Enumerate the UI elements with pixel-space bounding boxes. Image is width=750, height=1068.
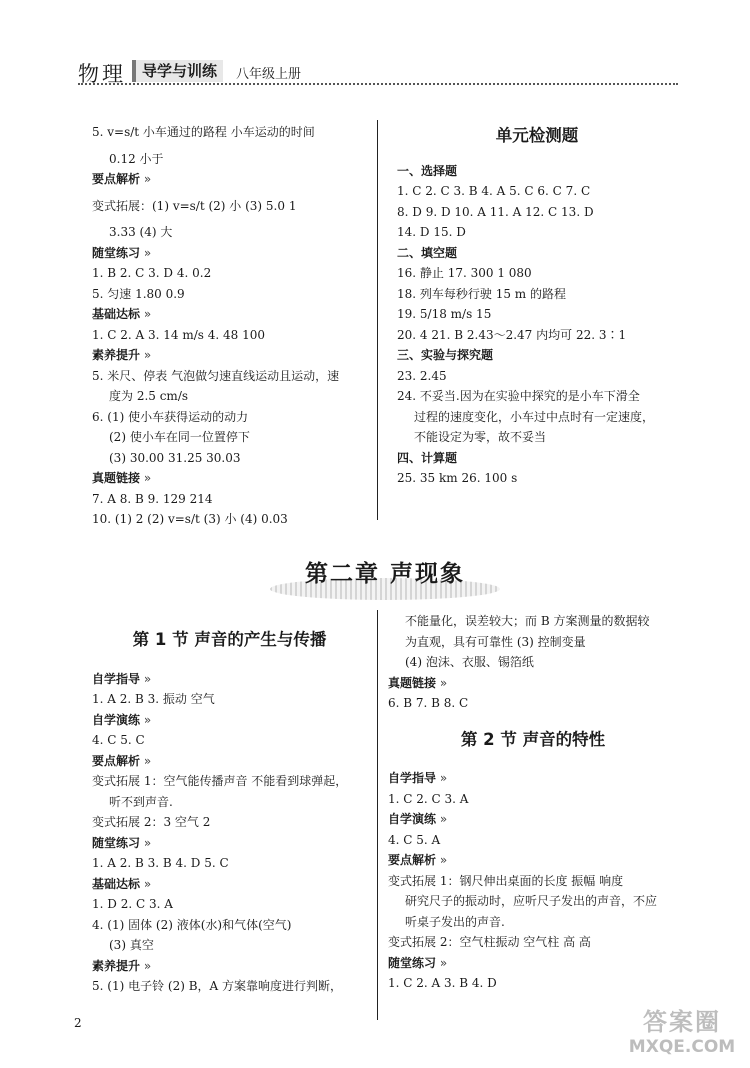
section-heading: 基础达标 »	[92, 874, 367, 895]
answer-line: 1. A 2. B 3. B 4. D 5. C	[92, 856, 229, 870]
page-number: 2	[74, 1016, 82, 1030]
section-heading: 真题链接 »	[388, 673, 678, 694]
answer-line: 4. C 5. A	[388, 832, 441, 847]
answer-line: 变式拓展 1：空气能传播声音 不能看到球弹起，	[92, 774, 348, 788]
section-heading: 真题链接 »	[92, 468, 367, 489]
answer-line: 4. (1) 固体 (2) 液体(水)和气体(空气)	[92, 917, 292, 932]
watermark-logo-text: 答案圈	[643, 1008, 721, 1036]
answer-line: 10. (1) 2 (2) v=s/t (3) 小 (4) 0.03	[92, 512, 288, 526]
answer-line: 5. v=s/t 小车通过的路程 小车运动的时间	[92, 125, 315, 139]
answer-line: 变式拓展 1：钢尺伸出桌面的长度 振幅 响度	[388, 873, 624, 888]
section2-answers	[388, 611, 678, 994]
section-heading: 随堂练习 »	[388, 953, 678, 974]
section1-title: 第 1 节 声音的产生与传播	[132, 630, 327, 649]
answer-line: 不能设定为零，故不妥当	[414, 430, 547, 444]
site-watermark	[618, 1008, 746, 1064]
section-heading: 二、填空题	[397, 245, 458, 260]
answer-line: 1. D 2. C 3. A	[92, 897, 173, 911]
section-heading: 基础达标 »	[92, 304, 367, 325]
answer-line: 变式拓展：(1) v=s/t (2) 小 (3) 5.0 1	[92, 198, 297, 213]
answer-line: 过程的速度变化，小车过中点时有一定速度，	[414, 409, 655, 424]
answer-line: 度为 2.5 cm/s	[109, 389, 189, 403]
answer-line: 1. C 2. A 3. 14 m/s 4. 48 100	[92, 327, 265, 342]
chapter-title: 第二章 声现象	[304, 561, 465, 587]
section-heading: 一、选择题	[397, 163, 458, 178]
answer-line: 6. B 7. B 8. C	[388, 696, 469, 710]
answer-line: 24. 不妥当.因为在实验中探究的是小车下滑全	[397, 389, 640, 403]
answer-line: 25. 35 km 26. 100 s	[397, 471, 518, 485]
answer-line: 1. C 2. C 3. B 4. A 5. C 6. C 7. C	[397, 184, 591, 198]
header-dotted-rule	[78, 83, 678, 85]
answer-line: 听不到声音.	[109, 794, 173, 809]
answer-line: 1. B 2. C 3. D 4. 0.2	[92, 266, 212, 280]
section-heading: 要点解析 »	[92, 169, 367, 190]
answer-line: 5. 匀速 1.80 0.9	[92, 286, 185, 301]
section-heading: 要点解析 »	[92, 751, 367, 772]
answer-line: 听桌子发出的声音.	[405, 914, 505, 929]
section-heading: 自学演练 »	[92, 710, 367, 731]
answer-line: 16. 静止 17. 300 1 080	[397, 266, 532, 280]
section1-answers	[92, 630, 367, 997]
answer-line: 4. C 5. C	[92, 733, 145, 747]
section-heading: 素养提升 »	[92, 956, 367, 977]
answer-line: 为直观，具有可靠性 (3) 控制变量	[405, 634, 586, 649]
answer-line: (4) 泡沫、衣服、锡箔纸	[405, 655, 534, 669]
section-heading: 随堂练习 »	[92, 243, 367, 264]
answer-line: 14. D 15. D	[397, 225, 466, 239]
answer-line: 3.33 (4) 大	[109, 225, 173, 239]
section-heading: 三、实验与探究题	[397, 348, 494, 362]
section-heading: 随堂练习 »	[92, 833, 367, 854]
answer-line: (3) 真空	[109, 938, 154, 952]
header-grade: 八年级上册	[236, 67, 302, 82]
answer-line: 23. 2.45	[397, 368, 447, 383]
column-divider	[377, 120, 378, 520]
answer-line: 变式拓展 2：3 空气 2	[92, 815, 211, 829]
answer-line: 1. C 2. A 3. B 4. D	[388, 976, 497, 990]
section-heading: 自学指导 »	[388, 768, 678, 789]
answer-line: 18. 列车每秒行驶 15 m 的路程	[397, 286, 566, 301]
section-heading: 四、计算题	[397, 450, 458, 465]
answer-line: 8. D 9. D 10. A 11. A 12. C 13. D	[397, 204, 594, 219]
section2-title: 第 2 节 声音的特性	[460, 729, 606, 749]
answer-line: 5. (1) 电子铃 (2) B，A 方案靠响度进行判断，	[92, 979, 343, 993]
answer-line: 1. A 2. B 3. 振动 空气	[92, 692, 215, 706]
answer-line: 7. A 8. B 9. 129 214	[92, 491, 213, 506]
answer-line: 20. 4 21. B 2.43～2.47 内均可 22. 3∶1	[397, 327, 627, 342]
watermark-url: MXQE.COM	[628, 1037, 736, 1057]
top-left-answers	[92, 122, 367, 530]
page-header	[78, 58, 678, 88]
header-series-badge: 导学与训练	[132, 60, 223, 82]
column-divider	[377, 610, 378, 1020]
answer-line: 5. 米尺、停表 气泡做匀速直线运动且运动，速	[92, 368, 340, 383]
section-heading: 要点解析 »	[388, 850, 678, 871]
answer-line: 19. 5/18 m/s 15	[397, 307, 492, 321]
answer-line: 不能量化，误差较大；而 B 方案测量的数据较	[405, 614, 650, 628]
unit-test-answers	[397, 126, 677, 489]
header-subject: 物理	[78, 62, 126, 86]
answer-line: 6. (1) 使小车获得运动的动力	[92, 409, 249, 424]
unit-test-title: 单元检测题	[495, 126, 579, 145]
section-heading: 自学演练 »	[388, 809, 678, 830]
answer-line: 0.12 小于	[109, 151, 164, 166]
section-heading: 自学指导 »	[92, 669, 367, 690]
answer-line: 变式拓展 2：空气柱振动 空气柱 高 高	[388, 935, 591, 949]
answer-line: 研究尺子的振动时，应听尺子发出的声音，不应	[405, 894, 658, 908]
section-heading: 素养提升 »	[92, 345, 367, 366]
answer-line: (3) 30.00 31.25 30.03	[109, 450, 241, 465]
answer-line: (2) 使小车在同一位置停下	[109, 430, 250, 444]
answer-line: 1. C 2. C 3. A	[388, 791, 469, 806]
